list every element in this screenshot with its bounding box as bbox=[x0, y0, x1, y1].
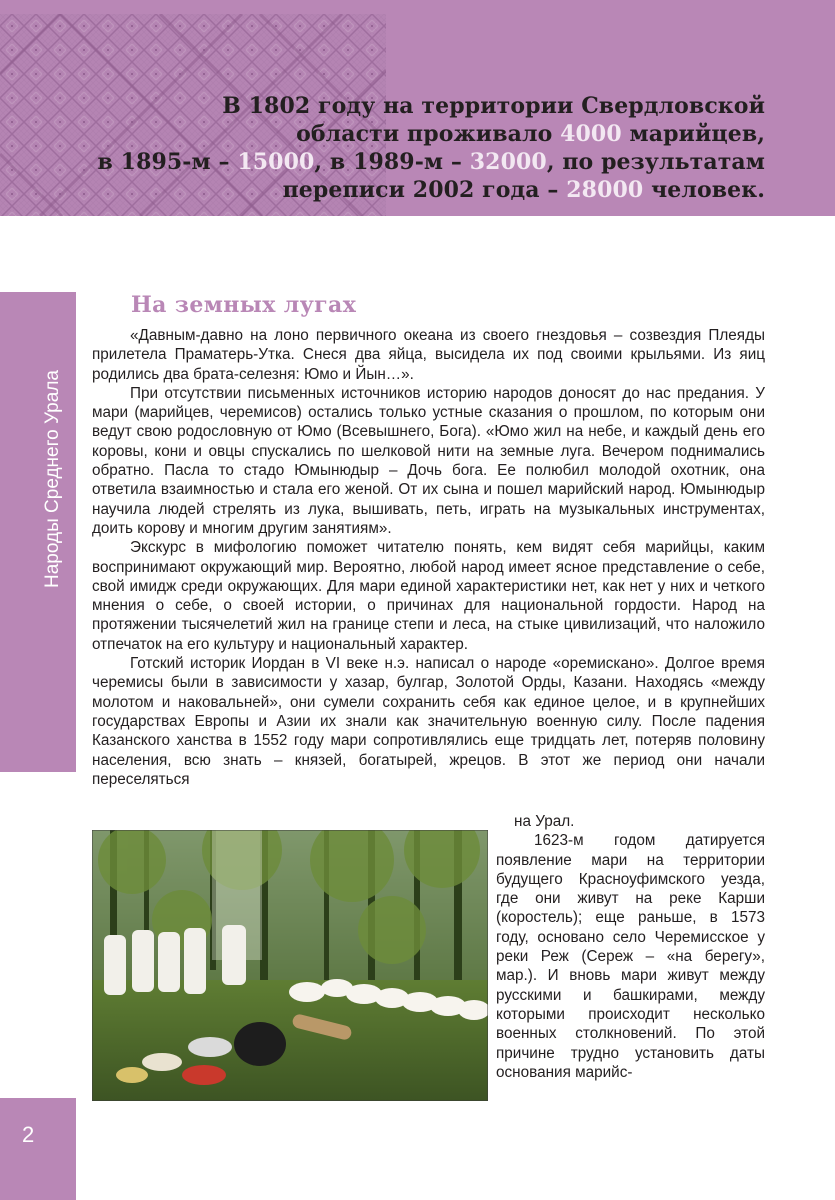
ritual-photo bbox=[92, 830, 488, 1101]
banner-line-3: в 1895-м – 15000, в 1989-м – 32000, по результатам bbox=[97, 149, 765, 175]
article-body bbox=[92, 326, 765, 789]
paragraph: Экскурс в мифологию поможет читателю понять, кем видят себя марийцы, каким воспринимают окружающий мир. Вероятно, любой народ имеет ясное представление о себе, свой имидж среди окружающих. Для мари единой характеристики нет, как нет у них и четкого мнения о себе, о своей истории, о причинах для национальной гордости. Народ на протяжении тысячелетий жил на границе степи и леса, на стыке цивилизаций, что наложило отпечаток на его культуру и национальный характер. bbox=[92, 539, 765, 653]
population-statistic bbox=[65, 92, 765, 204]
population-1895: 15000 bbox=[237, 149, 315, 175]
paragraph: 1623-м годом датируется появление мари на территории будущего Красноуфимского уезда, где они живут на реке Карши (коростель); еще раньше, в 1573 году, основано село Черемисское у реки Реж (Сереж – «на берегу», мар.). И вновь мари живут между русскими и башкирами, между которыми происходит несколько военных столкновений. По этой причине трудно установить даты основания марийс- bbox=[496, 832, 765, 1081]
page-number: 2 bbox=[22, 1122, 35, 1147]
side-column bbox=[496, 812, 765, 1082]
continuation-line: на Урал. bbox=[514, 813, 575, 830]
page-number-bar bbox=[0, 1098, 76, 1200]
section-title: На земных лугах bbox=[131, 292, 357, 318]
population-1802: 4000 bbox=[560, 121, 622, 147]
sidebar-label: Народы Среднего Урала bbox=[42, 370, 63, 588]
population-1989: 32000 bbox=[469, 149, 547, 175]
population-2002: 28000 bbox=[566, 177, 644, 203]
paragraph: «Давным-давно на лоно первичного океана из своего гнездовья – созвездия Плеяды прилетела Праматерь-Утка. Снеся два яйца, высидела их под своими крыльями. Из яиц родились два брата-селезня: Юмо и Йын…». bbox=[92, 327, 765, 383]
paragraph: Готский историк Иордан в VI веке н.э. написал о народе «оремискано». Долгое время черемисы были в зависимости у хазар, булгар, Золотой Орды, Казани. Находясь «между молотом и наковальней», они сумели сохранить себя как единое целое, и в крупнейших государствах Европы и Азии их знали как значительную военную силу. После падения Казанского ханства в 1552 году мари сопротивлялись еще тридцать лет, потеряв половину населения, всю знать – князей, богатырей, жрецов. В этот же период они начали переселяться bbox=[92, 655, 765, 788]
paragraph: При отсутствии письменных источников историю народов доносят до нас предания. У мари (марийцев, черемисов) остались только устные сказания о прошлом, по которым они ведут свою родословную от Юмо (Всевышнего, Бога). «Юмо жил на небе, и каждый день его коровы, кони и овцы спускались по шелковой нити на земные луга. Вечером поднимались обратно. Пасла то стадо Юмынюдыр – Дочь бога. Ее полюбил молодой охотник, она ответила взаимностью и стала его женой. От их сына и пошел марийский народ. Юмынюдыр научила людей стрелять из лука, вышивать, петь, играть на музыкальных инструментах, доить корову и многим другим занятиям». bbox=[92, 384, 765, 537]
header-banner bbox=[0, 0, 835, 216]
banner-line-4: переписи 2002 года – 28000 человек. bbox=[282, 177, 765, 203]
sidebar-tab bbox=[0, 292, 76, 772]
banner-line-1: В 1802 году на территории Свердловской bbox=[222, 93, 765, 119]
banner-line-2: области проживало 4000 марийцев, bbox=[296, 121, 765, 147]
